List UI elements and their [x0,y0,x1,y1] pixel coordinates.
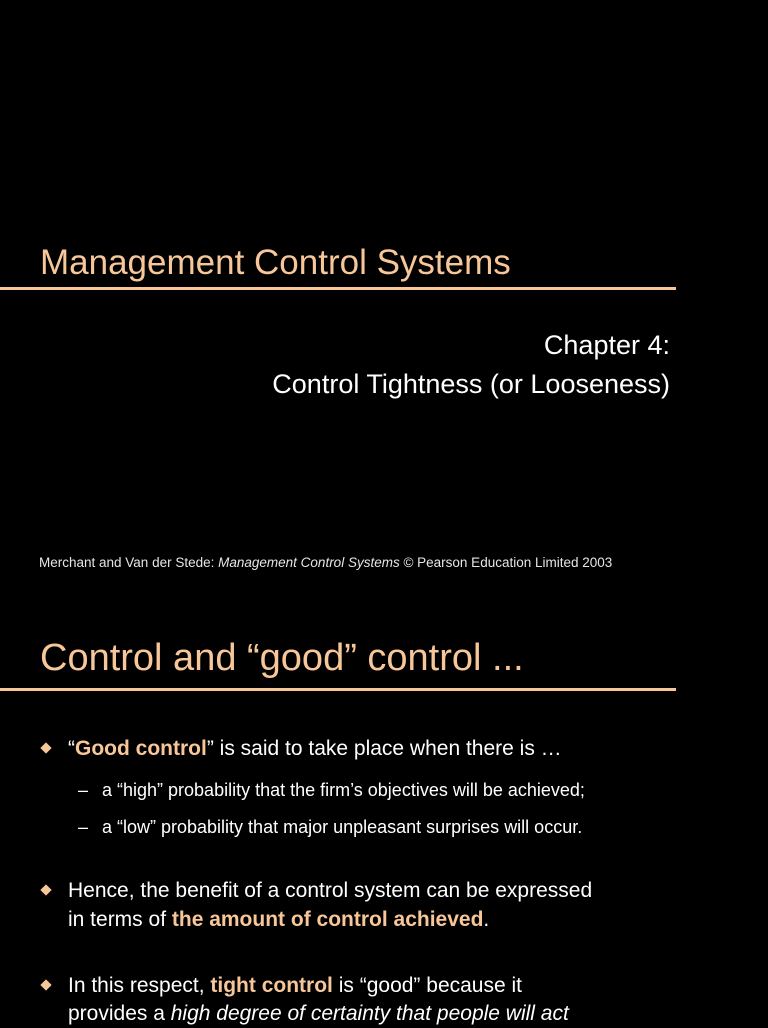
bullet-text: . [483,908,490,931]
footer-authors: Merchant and Van der Stede: [39,555,219,570]
italic-certainty: high degree of certainty that people will act [170,1002,569,1025]
chapter-title: Control Tightness (or Looseness) [272,369,670,399]
diamond-bullet-icon [40,742,51,753]
heading-divider [0,688,676,691]
bullet-good-control [68,735,562,763]
slide-title: Management Control Systems [40,243,511,282]
dash-icon: – [78,780,89,800]
chapter-label: Chapter 4: [543,330,670,360]
footer-copyright: © Pearson Education Limited 2003 [399,555,613,570]
subitem-low-probability: a “low” probability that major unpleasant surprises will occur. [102,817,583,837]
diamond-bullet-icon [40,979,51,990]
bullet-text: in terms of [68,908,172,931]
bullet-text: is “good” because it [332,974,522,997]
bullet-text: In this respect, [68,974,211,997]
bullet-benefit-line2 [68,906,489,934]
quote-mark: “ [68,737,75,760]
copyright-footer [39,554,612,572]
bullet-tight-control-line1 [68,972,522,1000]
highlight-good-control: Good control [75,737,207,760]
footer-book-title: Management Control Systems [218,555,400,570]
bullet-benefit-line1: Hence, the benefit of a control system can be expressed [68,879,593,902]
highlight-amount-of-control: the amount of control achieved [171,908,484,931]
title-divider [0,287,676,290]
highlight-tight-control: tight control [210,974,333,997]
dash-icon: – [78,817,89,837]
slide-heading: Control and “good” control ... [40,637,524,679]
bullet-text: ” is said to take place when there is … [206,737,562,760]
bullet-text: provides a [68,1002,171,1025]
diamond-bullet-icon [40,884,51,895]
subitem-high-probability: a “high” probability that the firm’s objectives will be achieved; [102,780,585,800]
